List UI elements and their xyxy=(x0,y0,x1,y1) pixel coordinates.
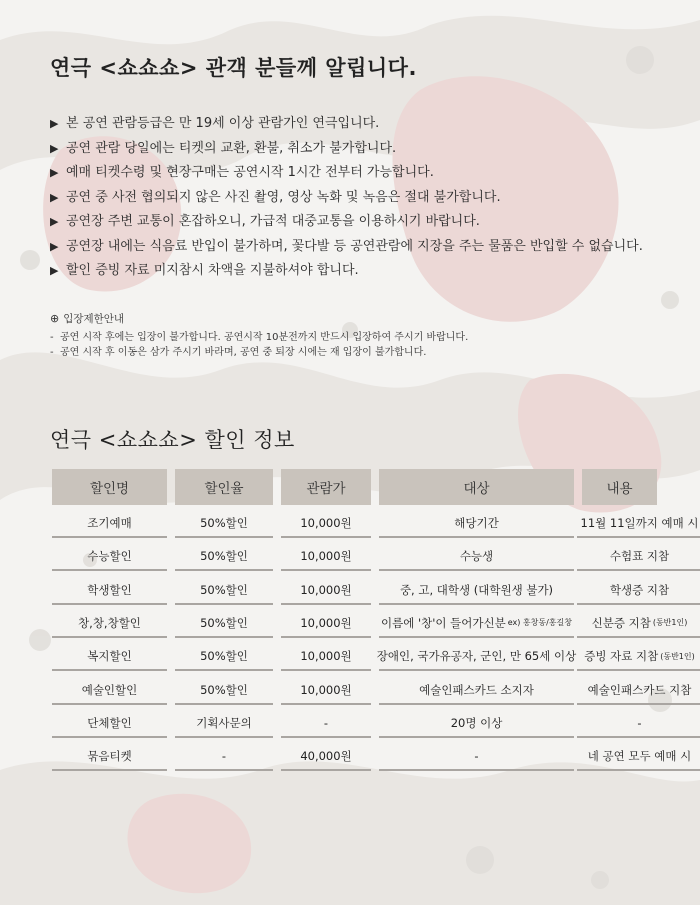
notice-text: 할인 증빙 자료 미지참시 차액을 지불하셔야 합니다. xyxy=(66,263,359,278)
table-row xyxy=(52,677,692,703)
cell-price-text: 10,000원 xyxy=(300,615,352,630)
notice-text: 본 공연 관람등급은 만 19세 이상 관람가인 연극입니다. xyxy=(66,116,380,131)
cell-price-text: 10,000원 xyxy=(300,549,352,564)
cell-target xyxy=(379,610,574,638)
cell-target-text: 예술인패스카드 소지자 xyxy=(419,682,534,697)
cell-target-text: 수능생 xyxy=(459,549,494,564)
notice-item xyxy=(50,161,643,186)
table-row xyxy=(52,743,692,769)
cell-name xyxy=(52,677,167,705)
table-row xyxy=(52,577,670,603)
cell-price xyxy=(281,510,371,538)
cell-content xyxy=(577,677,700,705)
cell-name-text: 조기예매 xyxy=(87,516,132,530)
cell-content xyxy=(577,543,700,571)
cell-content-text: 수험표 지참 xyxy=(609,549,670,564)
cell-content xyxy=(577,643,700,671)
cell-content xyxy=(577,610,700,638)
cell-target xyxy=(376,643,577,671)
cell-content-note: (동반1인) xyxy=(660,651,695,661)
column-header-content: 내용 xyxy=(582,469,657,505)
entry-restriction-title: 입장제한안내 xyxy=(63,313,125,325)
notice-item xyxy=(50,186,643,211)
cell-content-text: - xyxy=(637,715,642,730)
cell-name-text: 단체할인 xyxy=(87,715,132,730)
triangle-bullet-icon: ▶ xyxy=(50,117,59,130)
cell-target-text: 해당기간 xyxy=(454,516,499,530)
cell-content-text: 신분증 지참 xyxy=(591,615,651,630)
discount-title: 연극 <쇼쇼쇼> 할인 정보 xyxy=(50,428,295,452)
column-header-name: 할인명 xyxy=(52,469,167,505)
cell-name xyxy=(52,510,167,538)
cell-target-note: ex) 홍창동/홍길창 xyxy=(507,618,572,628)
table-row xyxy=(52,710,657,736)
cell-price-text: 10,000원 xyxy=(300,682,352,697)
cell-rate-text: 기획사문의 xyxy=(196,715,252,730)
cell-name-text: 학생할인 xyxy=(87,582,132,597)
cell-target xyxy=(379,510,574,538)
triangle-bullet-icon: ▶ xyxy=(50,166,59,179)
cell-target xyxy=(379,577,574,605)
restriction-text: 공연 시작 후에는 입장이 불가합니다. 공연시작 10분전까지 반드시 입장하여 주시기 바랍니다. xyxy=(59,332,469,343)
cell-rate xyxy=(175,743,273,771)
cell-name-text: 예술인할인 xyxy=(81,682,138,697)
triangle-bullet-icon: ▶ xyxy=(50,190,59,204)
cell-price-text: 10,000원 xyxy=(300,516,352,530)
cell-rate-text: - xyxy=(221,749,227,764)
notice-text: 공연장 주변 교통이 혼잡하오니, 가급적 대중교통을 이용하시기 바랍니다. xyxy=(66,214,480,229)
cell-content-text: 네 공연 모두 예매 시 xyxy=(587,749,692,764)
notice-item xyxy=(50,259,643,284)
cell-price xyxy=(281,743,371,771)
cell-rate-text: 50%할인 xyxy=(200,615,248,630)
triangle-bullet-icon: ▶ xyxy=(50,141,59,155)
cell-name xyxy=(52,743,167,771)
cell-content-text: 11월 11일까지 예매 시 xyxy=(580,516,699,530)
table-row xyxy=(52,543,670,569)
cell-content xyxy=(577,510,700,538)
cell-rate-text: 50%할인 xyxy=(200,682,248,697)
triangle-bullet-icon: ▶ xyxy=(50,264,59,277)
cell-target-text: - xyxy=(474,749,479,764)
restriction-text: 공연 시작 후 이동은 삼가 주시기 바라며, 공연 중 퇴장 시에는 재 입장이 불가합니다. xyxy=(59,347,427,358)
cell-target-text: 이름에 '창'이 들어가신분 xyxy=(381,615,506,630)
cell-name xyxy=(52,577,167,605)
table-row xyxy=(52,610,688,636)
cell-price-text: - xyxy=(323,715,329,730)
cell-name xyxy=(52,710,167,738)
notice-item xyxy=(50,137,643,162)
entry-restriction-list xyxy=(50,330,468,360)
notice-text: 공연 중 사전 협의되지 않은 사진 촬영, 영상 녹화 및 녹음은 절대 불가합니다. xyxy=(66,189,501,205)
cell-price-text: 10,000원 xyxy=(300,582,352,597)
cell-target xyxy=(379,543,574,571)
notice-title: 연극 <쇼쇼쇼> 관객 분들께 알립니다. xyxy=(50,56,417,80)
cell-rate xyxy=(175,677,273,705)
cell-rate xyxy=(175,510,273,538)
restriction-item: - 공연 시작 후에는 입장이 불가합니다. 공연시작 10분전까지 반드시 입장하여 주시기 바랍니다. xyxy=(50,332,469,343)
cell-rate xyxy=(175,610,273,638)
notice-text: 공연장 내에는 식음료 반입이 불가하며, 꽃다발 등 공연관람에 지장을 주는 물품은 반입할 수 없습니다. xyxy=(66,238,643,254)
cell-rate xyxy=(175,543,273,571)
cell-name xyxy=(52,543,167,571)
cell-rate-text: 50%할인 xyxy=(200,649,248,664)
cell-target-text: 중, 고, 대학생 (대학원생 불가) xyxy=(399,582,554,597)
cell-content-text: 예술인패스카드 지참 xyxy=(587,682,692,697)
cell-rate-text: 50%할인 xyxy=(200,516,248,530)
cell-target xyxy=(379,710,574,738)
cell-rate xyxy=(175,710,273,738)
cell-price xyxy=(281,577,371,605)
cell-name xyxy=(52,610,167,638)
cell-rate xyxy=(175,577,273,605)
pointer-icon: ⊕ xyxy=(50,312,60,325)
cell-target-text: 장애인, 국가유공자, 군인, 만 65세 이상 xyxy=(376,649,577,664)
triangle-bullet-icon: ▶ xyxy=(50,239,59,253)
notice-list xyxy=(50,112,643,284)
column-header-rate: 할인율 xyxy=(175,469,273,505)
cell-price xyxy=(281,710,371,738)
cell-price-text: 10,000원 xyxy=(300,649,352,664)
cell-rate-text: 50%할인 xyxy=(200,582,248,597)
cell-name xyxy=(52,643,167,671)
notice-item xyxy=(50,112,643,137)
cell-content xyxy=(577,743,700,771)
notice-text: 공연 관람 당일에는 티켓의 교환, 환불, 취소가 불가합니다. xyxy=(66,140,397,156)
cell-rate xyxy=(175,643,273,671)
notice-item xyxy=(50,235,643,260)
cell-name-text: 창,창,창할인 xyxy=(78,615,141,630)
cell-target xyxy=(379,677,574,705)
column-header-target: 대상 xyxy=(379,469,574,505)
cell-price xyxy=(281,677,371,705)
notice-item xyxy=(50,210,643,235)
cell-content xyxy=(577,710,700,738)
cell-price-text: 40,000원 xyxy=(300,749,352,764)
notice-text: 예매 티켓수령 및 현장구매는 공연시작 1시간 전부터 가능합니다. xyxy=(66,165,434,180)
cell-target xyxy=(379,743,574,771)
table-row xyxy=(52,643,695,669)
cell-target-text: 20명 이상 xyxy=(450,715,503,730)
cell-content-note: (동반1인) xyxy=(652,618,688,628)
cell-price xyxy=(281,643,371,671)
entry-restriction-heading xyxy=(50,311,124,326)
cell-name-text: 복지할인 xyxy=(87,649,132,664)
column-header-price: 관람가 xyxy=(281,469,371,505)
cell-content-text: 증빙 자료 지참 xyxy=(584,649,659,664)
cell-name-text: 묶음티켓 xyxy=(87,749,132,764)
cell-content-text: 학생증 지참 xyxy=(609,582,670,597)
cell-price xyxy=(281,543,371,571)
triangle-bullet-icon: ▶ xyxy=(50,215,59,228)
cell-price xyxy=(281,610,371,638)
cell-content xyxy=(577,577,700,605)
table-row xyxy=(52,510,699,536)
cell-rate-text: 50%할인 xyxy=(200,549,248,564)
restriction-item: - 공연 시작 후 이동은 삼가 주시기 바라며, 공연 중 퇴장 시에는 재 입장이 불가합니다. xyxy=(50,347,427,358)
cell-name-text: 수능할인 xyxy=(87,549,132,564)
